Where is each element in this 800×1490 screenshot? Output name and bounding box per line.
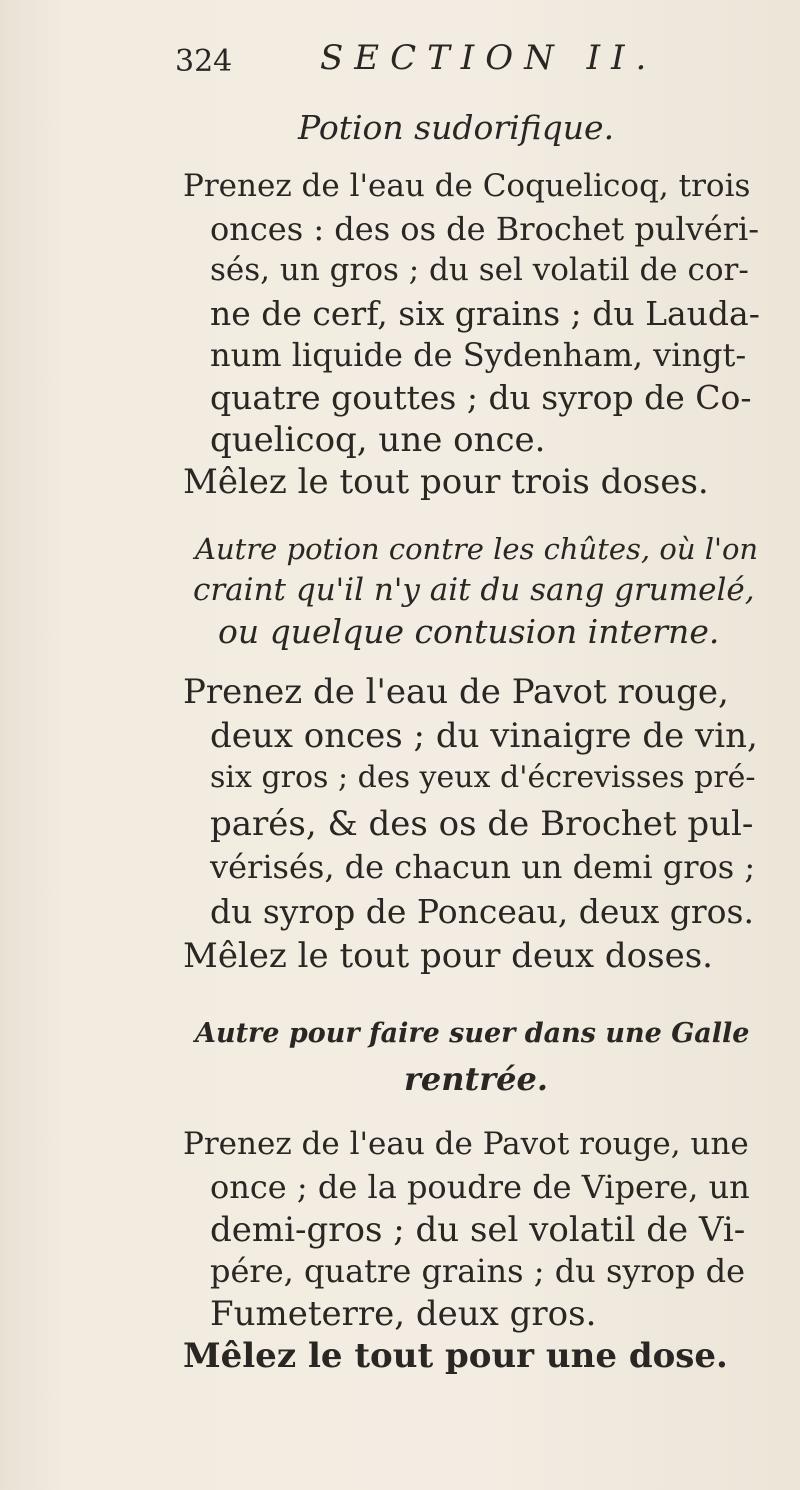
section-2-title-line: ou quelque contusion interne. — [218, 612, 720, 651]
section-2-title-line: craint qu'il n'y ait du sang grumelé, — [193, 572, 755, 608]
page-header — [0, 38, 800, 98]
section-3-title-line: Autre pour faire suer dans une Galle — [195, 1018, 750, 1049]
section-1-line: Prenez de l'eau de Coquelicoq, trois — [183, 168, 751, 204]
section-3-line: once ; de la poudre de Vipere, un — [210, 1168, 750, 1206]
section-2-line: vérisés, de chacun un demi gros ; — [210, 848, 756, 886]
section-2-line: parés, & des os de Brochet pul- — [210, 804, 754, 844]
section-1-line: Mêlez le tout pour trois doses. — [183, 462, 709, 502]
section-1-line: onces : des os de Brochet pulvéri- — [210, 210, 760, 248]
section-2-line: Mêlez le tout pour deux doses. — [183, 936, 713, 976]
section-2-title-line: Autre potion contre les chûtes, où l'on — [195, 532, 759, 566]
section-2-line: deux onces ; du vinaigre de vin, — [210, 716, 758, 756]
section-1-line: num liquide de Sydenham, vingt- — [210, 336, 747, 374]
section-1-line: quelicoq, une once. — [210, 420, 546, 460]
section-1-line: ne de cerf, six grains ; du Lauda- — [210, 294, 760, 333]
page-number: 324 — [175, 44, 233, 79]
running-title: SECTION II. — [320, 38, 658, 78]
section-2-line: du syrop de Ponceau, deux gros. — [210, 892, 754, 931]
section-1-line: sés, un gros ; du sel volatil de cor- — [210, 252, 749, 288]
section-3-line: Fumeterre, deux gros. — [210, 1294, 597, 1334]
section-3-title-line: rentrée. — [404, 1060, 548, 1098]
section-1-line: quatre gouttes ; du syrop de Co- — [210, 378, 752, 417]
section-3-line: pére, quatre grains ; du syrop de — [210, 1252, 746, 1290]
section-2-line: Prenez de l'eau de Pavot rouge, — [183, 672, 729, 712]
section-3-line: demi-gros ; du sel volatil de Vi- — [210, 1210, 746, 1250]
section-3-line: Prenez de l'eau de Pavot rouge, une — [183, 1126, 749, 1162]
section-3-line: Mêlez le tout pour une dose. — [183, 1336, 728, 1376]
section-1-title: Potion sudorifique. — [298, 108, 615, 147]
section-2-line: six gros ; des yeux d'écrevisses pré- — [210, 760, 756, 795]
